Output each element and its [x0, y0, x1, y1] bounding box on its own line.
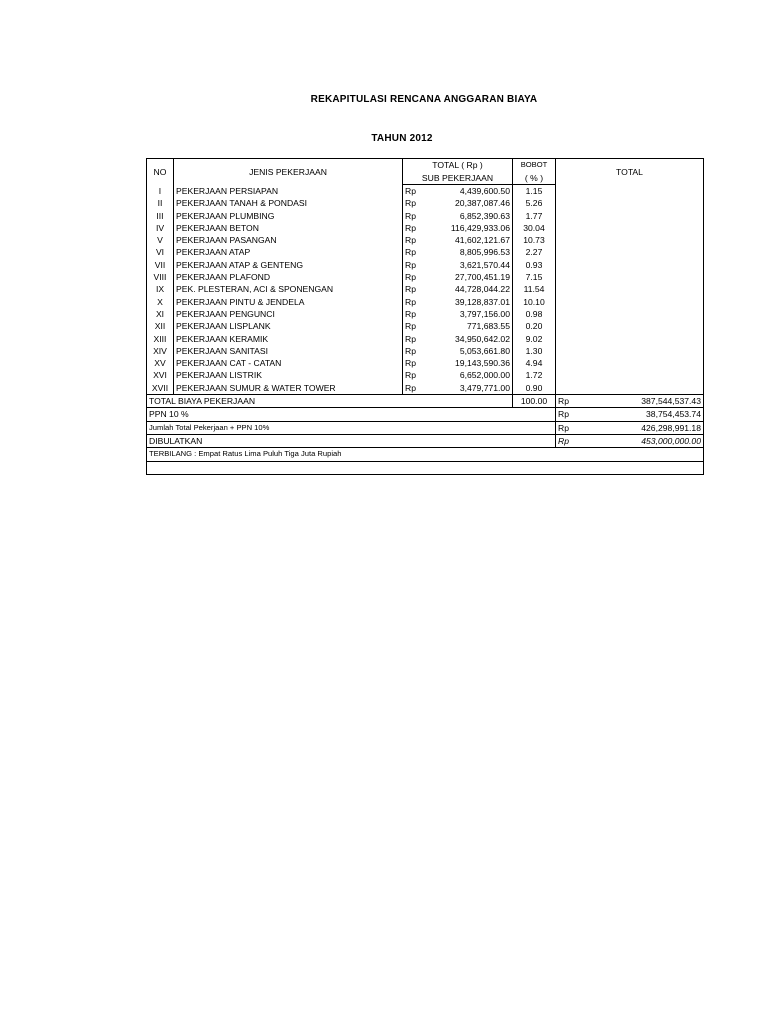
row-total-empty	[556, 246, 704, 258]
row-currency: Rp	[405, 345, 416, 356]
row-bobot: 0.93	[513, 259, 556, 271]
table-row	[147, 382, 704, 395]
table-row	[147, 320, 704, 332]
row-no: XII	[147, 320, 174, 332]
row-no: II	[147, 197, 174, 209]
row-amount: 8,805,996.53	[421, 246, 513, 258]
row-amount: 44,728,044.22	[421, 283, 513, 295]
row-amount: 34,950,642.02	[421, 333, 513, 345]
row-amount: 6,652,000.00	[421, 369, 513, 381]
row-total-empty	[556, 210, 704, 222]
header-total: TOTAL	[556, 159, 704, 185]
row-bobot: 0.98	[513, 308, 556, 320]
total-currency: Rp	[556, 395, 578, 408]
table-row	[147, 283, 704, 295]
row-amount: 5,053,661.80	[421, 345, 513, 357]
budget-table	[146, 158, 704, 475]
row-bobot: 30.04	[513, 222, 556, 234]
header-bobot: BOBOT	[513, 159, 556, 172]
row-no: XIII	[147, 333, 174, 345]
row-bobot: 1.77	[513, 210, 556, 222]
row-no: V	[147, 234, 174, 246]
row-total-empty	[556, 259, 704, 271]
row-total-empty	[556, 271, 704, 283]
ppn-label: PPN 10 %	[147, 408, 556, 421]
summary-dibulatkan-row	[147, 434, 704, 447]
row-total-empty	[556, 357, 704, 369]
row-bobot: 10.73	[513, 234, 556, 246]
row-jenis-pekerjaan: PEKERJAAN ATAP & GENTENG	[174, 259, 403, 271]
row-jenis-pekerjaan: PEKERJAAN LISTRIK	[174, 369, 403, 381]
dibulatkan-value: 453,000,000.00	[578, 434, 704, 447]
row-amount: 4,439,600.50	[421, 185, 513, 198]
jumlah-value: 426,298,991.18	[578, 421, 704, 434]
row-jenis-pekerjaan: PEK. PLESTERAN, ACI & SPONENGAN	[174, 283, 403, 295]
row-currency: Rp	[405, 259, 416, 270]
row-total-empty	[556, 197, 704, 209]
terbilang-text: TERBILANG : Empat Ratus Lima Puluh Tiga Juta Rupiah	[147, 448, 704, 461]
row-total-empty	[556, 308, 704, 320]
blank-row	[147, 461, 704, 474]
row-no: IX	[147, 283, 174, 295]
table-row	[147, 222, 704, 234]
row-amount: 39,128,837.01	[421, 296, 513, 308]
row-amount: 771,683.55	[421, 320, 513, 332]
summary-ppn-row	[147, 408, 704, 421]
row-bobot: 1.72	[513, 369, 556, 381]
row-jenis-pekerjaan: PEKERJAAN SUMUR & WATER TOWER	[174, 382, 403, 395]
row-currency: Rp	[405, 370, 416, 381]
row-bobot: 2.27	[513, 246, 556, 258]
row-no: XI	[147, 308, 174, 320]
row-bobot: 0.90	[513, 382, 556, 395]
row-bobot: 4.94	[513, 357, 556, 369]
row-jenis-pekerjaan: PEKERJAAN PERSIAPAN	[174, 185, 403, 198]
jumlah-currency: Rp	[556, 421, 578, 434]
row-jenis-pekerjaan: PEKERJAAN PASANGAN	[174, 234, 403, 246]
ppn-currency: Rp	[556, 408, 578, 421]
dibulatkan-currency: Rp	[556, 434, 578, 447]
row-no: XV	[147, 357, 174, 369]
row-total-empty	[556, 345, 704, 357]
header-row-1	[147, 159, 704, 172]
row-bobot: 7.15	[513, 271, 556, 283]
row-amount: 116,429,933.06	[421, 222, 513, 234]
row-bobot: 1.15	[513, 185, 556, 198]
row-jenis-pekerjaan: PEKERJAAN CAT - CATAN	[174, 357, 403, 369]
row-amount: 41,602,121.67	[421, 234, 513, 246]
header-no: NO	[147, 159, 174, 185]
row-amount: 27,700,451.19	[421, 271, 513, 283]
row-jenis-pekerjaan: PEKERJAAN ATAP	[174, 246, 403, 258]
row-currency: Rp	[405, 186, 416, 196]
table-row	[147, 308, 704, 320]
header-jenis-pekerjaan: JENIS PEKERJAAN	[174, 159, 403, 185]
row-jenis-pekerjaan: PEKERJAAN KERAMIK	[174, 333, 403, 345]
row-bobot: 0.20	[513, 320, 556, 332]
row-amount: 3,479,771.00	[421, 382, 513, 395]
row-total-empty	[556, 333, 704, 345]
table-row	[147, 234, 704, 246]
row-total-empty	[556, 382, 704, 395]
blank-cell	[147, 461, 704, 474]
row-jenis-pekerjaan: PEKERJAAN TANAH & PONDASI	[174, 197, 403, 209]
row-amount: 20,387,087.46	[421, 197, 513, 209]
ppn-value: 38,754,453.74	[578, 408, 704, 421]
row-no: I	[147, 185, 174, 198]
total-bobot: 100.00	[513, 395, 556, 408]
row-total-empty	[556, 185, 704, 198]
row-bobot: 5.26	[513, 197, 556, 209]
table-row	[147, 259, 704, 271]
row-no: VI	[147, 246, 174, 258]
row-bobot: 9.02	[513, 333, 556, 345]
table-row	[147, 369, 704, 381]
total-value: 387,544,537.43	[578, 395, 704, 408]
row-bobot: 11.54	[513, 283, 556, 295]
row-no: IV	[147, 222, 174, 234]
row-amount: 19,143,590.36	[421, 357, 513, 369]
row-currency: Rp	[405, 222, 416, 233]
row-total-empty	[556, 222, 704, 234]
table-row	[147, 271, 704, 283]
row-currency: Rp	[405, 272, 416, 283]
table-row	[147, 210, 704, 222]
header-total-rp: TOTAL ( Rp )	[403, 159, 513, 172]
row-no: XVII	[147, 382, 174, 395]
row-amount: 3,797,156.00	[421, 308, 513, 320]
row-total-empty	[556, 369, 704, 381]
row-total-empty	[556, 296, 704, 308]
row-jenis-pekerjaan: PEKERJAAN PINTU & JENDELA	[174, 296, 403, 308]
table-row	[147, 333, 704, 345]
row-currency: Rp	[405, 210, 416, 221]
row-jenis-pekerjaan: PEKERJAAN BETON	[174, 222, 403, 234]
table-row	[147, 185, 704, 198]
row-no: VII	[147, 259, 174, 271]
table-row	[147, 197, 704, 209]
row-total-empty	[556, 283, 704, 295]
row-currency: Rp	[405, 235, 416, 246]
table-row	[147, 246, 704, 258]
row-no: VIII	[147, 271, 174, 283]
row-currency: Rp	[405, 284, 416, 295]
summary-total-row	[147, 395, 704, 408]
table-row	[147, 345, 704, 357]
row-currency: Rp	[405, 247, 416, 258]
row-total-empty	[556, 234, 704, 246]
document-subtitle: TAHUN 2012	[371, 133, 433, 144]
row-no: XVI	[147, 369, 174, 381]
document-title: REKAPITULASI RENCANA ANGGARAN BIAYA	[310, 94, 538, 105]
row-amount: 3,621,570.44	[421, 259, 513, 271]
row-bobot: 10.10	[513, 296, 556, 308]
row-amount: 6,852,390.63	[421, 210, 513, 222]
summary-jumlah-row	[147, 421, 704, 434]
row-currency: Rp	[405, 358, 416, 369]
row-jenis-pekerjaan: PEKERJAAN LISPLANK	[174, 320, 403, 332]
dibulatkan-label: DIBULATKAN	[147, 434, 556, 447]
jumlah-label: Jumlah Total Pekerjaan + PPN 10%	[147, 421, 556, 434]
row-no: X	[147, 296, 174, 308]
row-currency: Rp	[405, 382, 416, 393]
row-currency: Rp	[405, 198, 416, 209]
terbilang-row	[147, 448, 704, 461]
row-jenis-pekerjaan: PEKERJAAN PLAFOND	[174, 271, 403, 283]
row-currency: Rp	[405, 333, 416, 344]
row-jenis-pekerjaan: PEKERJAAN PLUMBING	[174, 210, 403, 222]
row-currency: Rp	[405, 308, 416, 319]
row-currency: Rp	[405, 321, 416, 332]
row-jenis-pekerjaan: PEKERJAAN SANITASI	[174, 345, 403, 357]
row-no: XIV	[147, 345, 174, 357]
total-biaya-label: TOTAL BIAYA PEKERJAAN	[147, 395, 513, 408]
row-total-empty	[556, 320, 704, 332]
header-sub-pekerjaan: SUB PEKERJAAN	[403, 172, 513, 185]
row-no: III	[147, 210, 174, 222]
row-currency: Rp	[405, 296, 416, 307]
row-jenis-pekerjaan: PEKERJAAN PENGUNCI	[174, 308, 403, 320]
table-row	[147, 296, 704, 308]
table-row	[147, 357, 704, 369]
header-percent: ( % )	[513, 172, 556, 185]
row-bobot: 1.30	[513, 345, 556, 357]
